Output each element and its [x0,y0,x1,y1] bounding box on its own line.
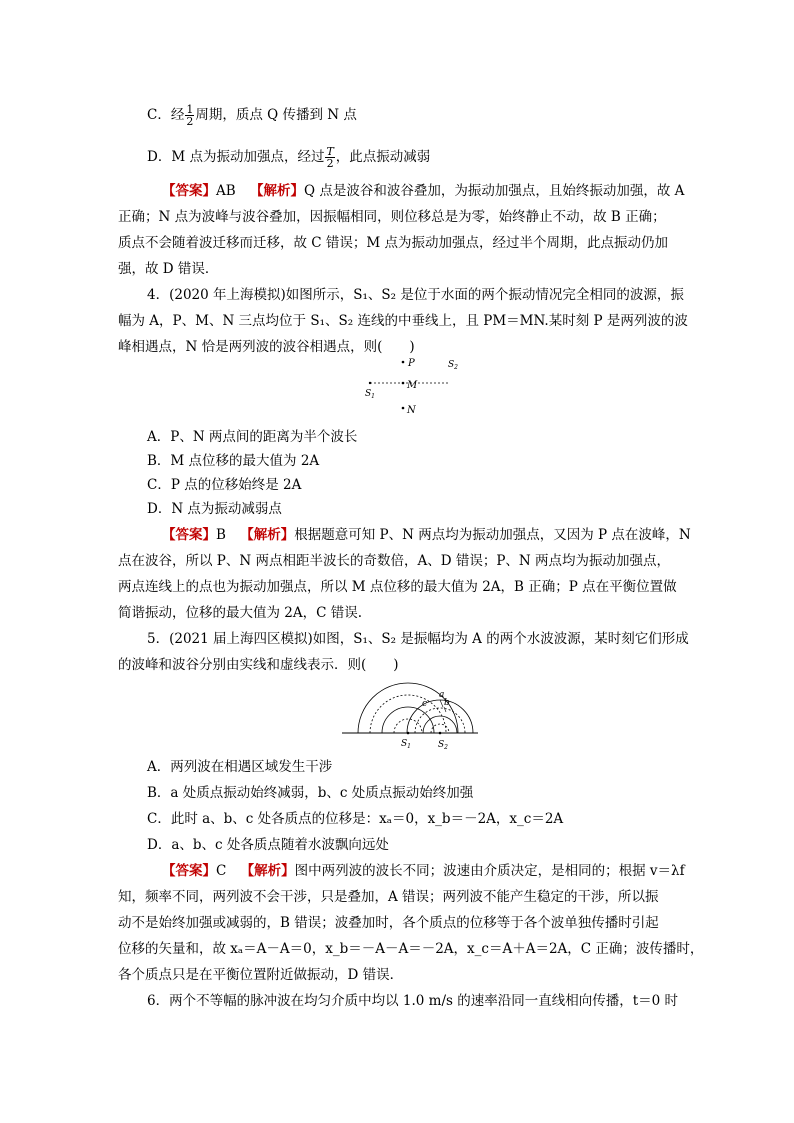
source-s2-dot [439,732,442,735]
s2-crest-outer [407,700,473,733]
q4-option-b: B．M 点位移的最大值为 2A [147,453,320,469]
label-b: b [444,698,450,708]
q4-option-d: D．N 点为振动减弱点 [147,501,282,517]
label-n: N [407,405,416,416]
q4-stem-line-3: 峰相遇点，N 恰是两列波的波谷相遇点，则( ) [118,339,415,355]
q5-option-b: B．a 处质点振动始终减弱，b、c 处质点振动始终加强 [147,785,474,801]
q5-stem-line-1: 5．(2021 届上海四区模拟)如图，S₁、S₂ 是振幅均为 A 的两个水波波源，某时刻它们形成 [147,631,689,647]
q3-answer-line-1: 【答案】AB 【解析】Q 点是波谷和波谷叠加，为振动加强点，且始终振动加强，故 A [162,183,685,199]
q5-option-a: A．两列波在相遇区域发生干涉 [147,759,333,775]
s2-crest-inner [423,716,457,733]
label-s2: $S_2$ [438,740,448,751]
q4-answer-line-4: 简谐振动，位移的最大值为 2A，C 错误. [118,605,363,621]
source-s1-dot [407,732,410,735]
q4-figure [355,352,475,422]
q3-answer-line-4: 强，故 D 错误． [118,261,219,277]
q3-answer-line-3: 质点不会随着波迁移而迁移，故 C 错误；M 点为振动加强点，经过半个周期，此点振动仍加 [118,235,669,251]
q3-option-c: C．经 $\frac{1}{2}$ 周期，质点 Q 传播到 N 点 [147,103,357,128]
answer-value: AB [216,183,236,199]
pointer-a [440,700,443,707]
q6-stem-line-1: 6．两个不等幅的脉冲波在均匀介质中均以 1.0 m/s 的速率沿同一直线相向传播，t＝0 时 [147,993,679,1009]
fraction-t-half: $\frac{T}{2}$ [326,145,334,170]
label-s2: $S_2$ [448,360,458,371]
answer-value: B [216,527,226,543]
analysis-tag: 【解析】 [240,863,295,879]
answer-tag: 【答案】 [162,863,216,879]
point-m-dot [402,382,405,385]
source-s1-dot [369,382,371,384]
q5-answer-line-5: 各个质点只是在平衡位置附近做振动，D 错误． [118,967,404,983]
point-n-dot [402,407,405,410]
q4-answer-line-3: 两点连线上的点也为振动加强点，所以 M 点位移的最大值为 2A，B 正确；P 点在平衡位置做 [118,579,677,595]
analysis-tag: 【解析】 [240,527,295,543]
q5-answer-line-4: 位移的矢量和，故 xₐ＝A－A＝0，x_b＝－A－A＝－2A，x_c＝A＋A＝2A，C 正确；波传播时， [118,941,704,957]
label-p: P [408,358,415,369]
label-m: M [407,380,418,391]
q5-figure [340,678,480,753]
q4-stem-line-1: 4．(2020 年上海模拟)如图所示，S₁、S₂ 是位于水面的两个振动情况完全相同的波源，振 [147,287,684,303]
q5-answer-line-3: 动不是始终加强或减弱的，B 错误；波叠加时，各个质点的位移等于各个波单独传播时引起 [118,915,659,931]
label-a: a [439,690,445,700]
analysis-tag: 【解析】 [249,183,304,199]
label-c: c [422,699,428,709]
answer-tag: 【答案】 [162,183,216,199]
q4-stem-line-2: 幅为 A，P、M、N 三点均位于 S₁、S₂ 连线的中垂线上，且 PM＝MN.某时刻 P 是两列波的波 [118,313,688,329]
answer-tag: 【答案】 [162,527,216,543]
q4-answer-line-2: 点在波谷，所以 P、N 两点相距半波长的奇数倍，A、D 错误；P、N 两点均为振动加强点， [118,553,671,569]
q5-answer-line-2: 知，频率不同，两列波不会干涉，只是叠加，A 错误；两列波不能产生稳定的干涉，所以振 [118,889,659,905]
q3-answer-line-2: 正确；N 点为波峰与波谷叠加，因振幅相同，则位移总是为零，始终静止不动，故 B 正确； [118,209,666,225]
label-s1: $S_1$ [365,389,375,400]
q3-option-d: D．M 点为振动加强点，经过 $\frac{T}{2}$ ，此点振动减弱 [147,145,431,170]
point-p-dot [402,361,405,364]
q4-option-c: C．P 点的位移始终是 2A [147,477,302,493]
q4-answer-line-1: 【答案】B 【解析】根据题意可知 P、N 两点均为振动加强点，又因为 P 点在波峰，N [162,527,691,543]
q5-answer-line-1: 【答案】C 【解析】图中两列波的波长不同；波速由介质决定，是相同的；根据 v＝λf [162,863,685,879]
q5-stem-line-2: 的波峰和波谷分别由实线和虚线表示．则( ) [118,657,399,673]
s1-crest-inner [382,707,434,733]
q5-option-d: D．a、b、c 处各质点随着水波飘向远处 [147,837,389,853]
answer-value: C [216,863,227,879]
q5-option-c: C．此时 a、b、c 处各质点的位移是：xₐ＝0，x_b＝－2A，x_c＝2A [147,811,564,827]
label-s1: $S_1$ [401,739,411,750]
q4-option-a: A．P、N 两点间的距离为半个波长 [147,429,358,445]
fraction-half: $\frac{1}{2}$ [186,103,194,128]
